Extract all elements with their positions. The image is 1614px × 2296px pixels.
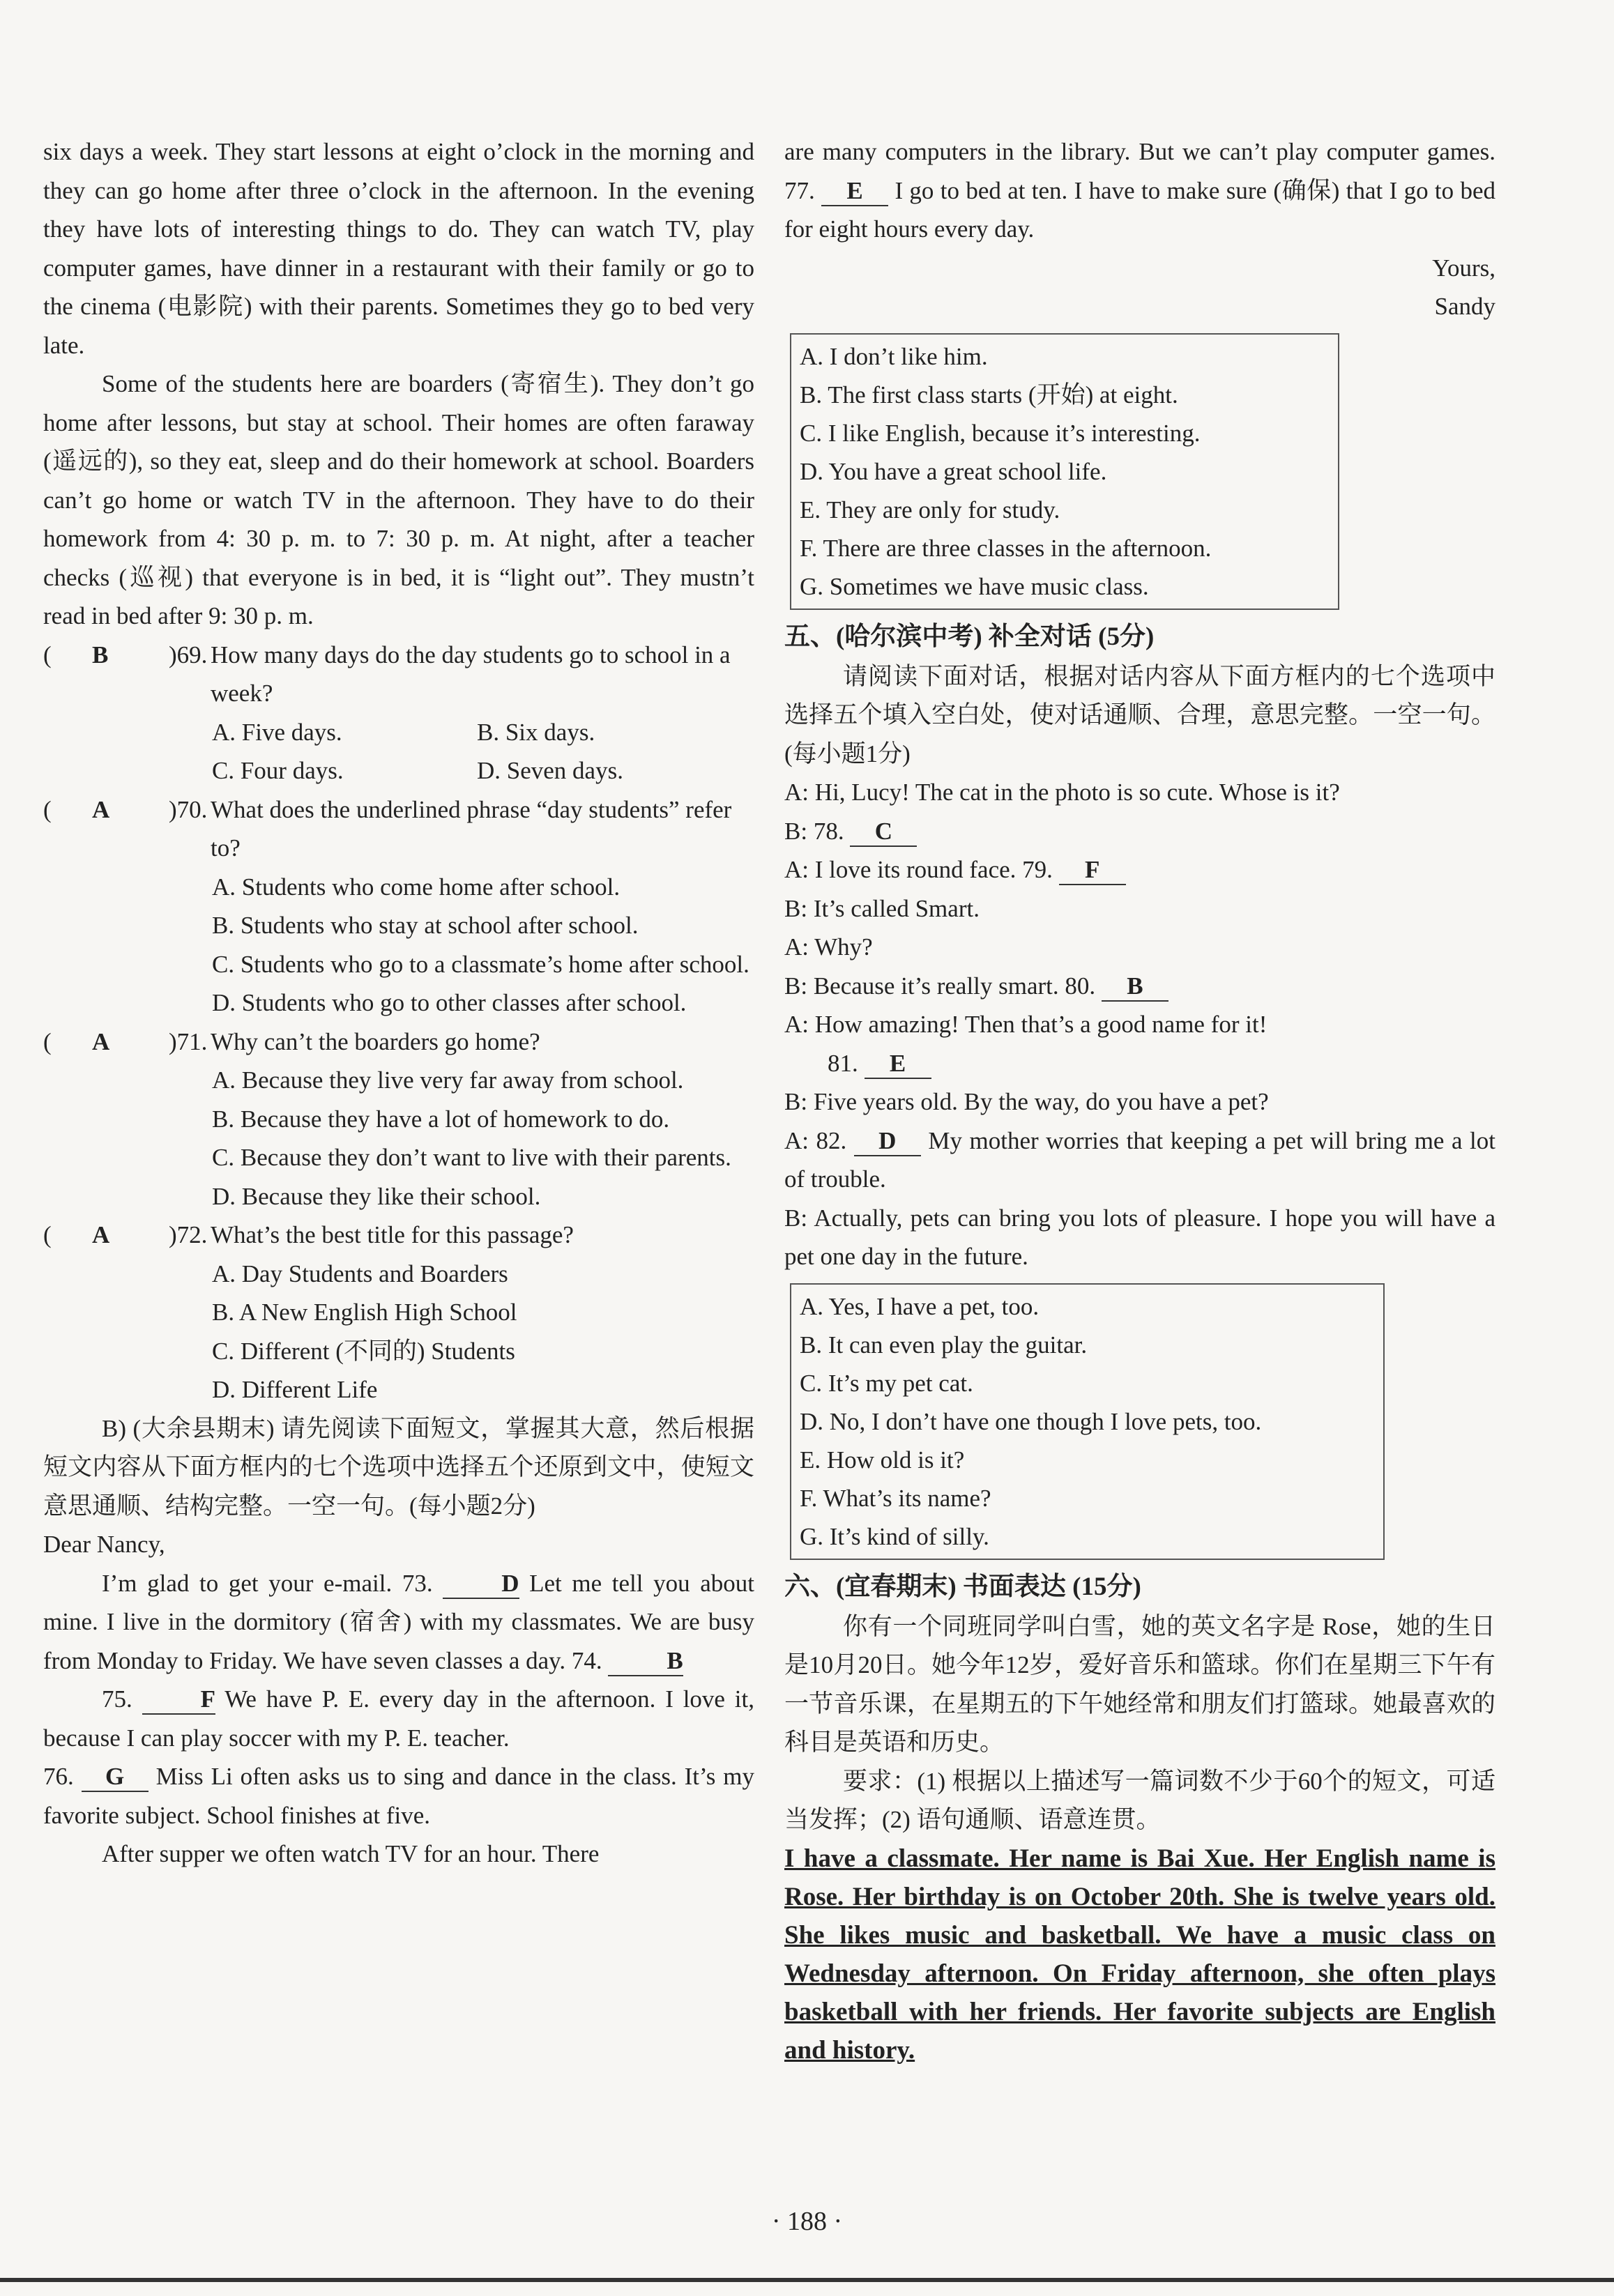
letter-paragraph-4: After supper we often watch TV for an hour. There — [102, 1840, 600, 1867]
answer-73: D — [443, 1570, 519, 1599]
section-6-title: 六、(宜春期末) 书面表达 (15分) — [784, 1572, 1141, 1601]
option-b: B. Six days. — [477, 718, 595, 746]
section-6-prompt: 你有一个同班同学叫白雪，她的英文名字是 Rose，她的生日是10月20日。她今年12岁，爱好音乐和篮球。你们在星期三下午有一节音乐课，在星期五的下午她经常和朋友们打篮球。她最喜欢的科目是英语和历史。 — [784, 1612, 1495, 1756]
right-column — [784, 132, 1495, 2069]
question-72-text: What’s the best title for this passage? — [211, 1221, 574, 1248]
letter-continuation: are many computers in the library. But we can’t play computer games. 77. E I go to bed at ten. I have to make sure (确保) that I go to bed for eight hours every day. — [784, 138, 1496, 243]
answer-79: F — [1059, 856, 1126, 885]
question-70-text: What does the underlined phrase “day students” refer to? — [211, 795, 732, 862]
option-b: B. Because they have a lot of homework to do. — [212, 1105, 670, 1133]
answer-76: G — [82, 1763, 149, 1792]
box2-option: A. Yes, I have a pet, too. — [800, 1292, 1040, 1320]
answer-69: B — [92, 641, 109, 668]
dialogue-line: B: 78. C — [784, 812, 1495, 851]
dialogue-line: 81. E — [784, 1044, 1495, 1083]
option-b: B. Students who stay at school after school. — [212, 912, 639, 939]
answer-80: B — [1102, 972, 1168, 1002]
letter-paragraph-3: 76. G Miss Li often asks us to sing and dance in the class. It’s my favorite subject. School finishes at five. — [43, 1763, 754, 1829]
option-c: C. Students who go to a classmate’s home after school. — [212, 950, 749, 978]
box2-option: B. It can even play the guitar. — [800, 1331, 1088, 1359]
option-c: C. Four days. — [212, 757, 344, 784]
answer-72: A — [92, 1221, 110, 1248]
option-d: D. Seven days. — [477, 757, 623, 784]
dialogue-line: B: It’s called Smart. — [784, 894, 980, 922]
box1-option: E. They are only for study. — [800, 496, 1060, 523]
options-box-1 — [790, 333, 1339, 610]
box2-option: G. It’s kind of silly. — [800, 1522, 989, 1550]
answer-74: B — [608, 1647, 683, 1676]
dialogue-line: A: I love its round face. 79. F — [784, 850, 1495, 889]
option-a: A. Because they live very far away from school. — [212, 1066, 684, 1094]
question-72: ( A )72. What’s the best title for this passage? A. Day Students and Boarders B. A New English High School C. Different (不同的) Students D. Different Life — [43, 1216, 754, 1409]
option-a: A. Five days. — [212, 718, 342, 746]
dialogue-line: A: Why? — [784, 933, 873, 961]
answer-78: C — [850, 818, 917, 847]
question-69-text: How many days do the day students go to school in a week? — [211, 641, 731, 707]
box1-option: D. You have a great school life. — [800, 457, 1107, 485]
option-c: C. Because they don’t want to live with their parents. — [212, 1144, 731, 1171]
letter-greeting: Dear Nancy, — [43, 1531, 165, 1558]
option-d: D. Different Life — [212, 1376, 378, 1403]
box2-option: C. It’s my pet cat. — [800, 1369, 973, 1397]
bottom-rule — [0, 2278, 1614, 2282]
box1-option: F. There are three classes in the afternoon. — [800, 534, 1212, 562]
dialogue-line: B: Because it’s really smart. 80. B — [784, 967, 1495, 1006]
option-d: D. Students who go to other classes after school. — [212, 989, 687, 1016]
essay-answer: I have a classmate. Her name is Bai Xue. Her English name is Rose. Her birthday is on October 20th. She is twelve years old. She likes music and basketball. We have a music class on Wednesday afternoon. On Friday afternoon, she often plays basketball with her friends. Her favorite subjects are English and history. — [784, 1844, 1495, 2065]
letter-paragraph-2: 75. F We have P. E. every day in the afternoon. I love it, because I can play soccer with my P. E. teacher. — [43, 1685, 754, 1752]
answer-75: F — [142, 1685, 215, 1715]
option-c: C. Different (不同的) Students — [212, 1337, 515, 1365]
box2-option: F. What’s its name? — [800, 1484, 991, 1512]
answer-70: A — [92, 795, 110, 823]
box1-option: G. Sometimes we have music class. — [800, 572, 1149, 600]
box1-option: A. I don’t like him. — [800, 342, 988, 370]
dialogue-line: A: How amazing! Then that’s a good name for it! — [784, 1011, 1267, 1038]
box2-option: E. How old is it? — [800, 1446, 965, 1474]
answer-77: E — [821, 177, 888, 206]
letter-closing: Yours, — [1432, 254, 1495, 282]
dialogue-line: B: Actually, pets can bring you lots of pleasure. I hope you will have a pet one day in the future. — [784, 1204, 1495, 1270]
box1-option: B. The first class starts (开始) at eight. — [800, 381, 1178, 408]
question-69: ( B )69. How many days do the day students go to school in a week? A. Five days. B. Six days. C. Four days. D. Seven days. — [43, 636, 754, 790]
answer-81: E — [865, 1050, 931, 1079]
dialogue-line: A: Hi, Lucy! The cat in the photo is so cute. Whose is it? — [784, 779, 1340, 806]
section-b-instructions: B) (大余县期末) 请先阅读下面短文，掌握其大意，然后根据短文内容从下面方框内的七个选项中选择五个还原到文中，使短文意思通顺、结构完整。一空一句。(每小题2分) — [43, 1414, 754, 1520]
answer-71: A — [92, 1027, 110, 1055]
box2-option: D. No, I don’t have one though I love pets, too. — [800, 1407, 1262, 1435]
box1-option: C. I like English, because it’s interesting. — [800, 419, 1201, 447]
section-5-title: 五、(哈尔滨中考) 补全对话 (5分) — [784, 622, 1155, 651]
question-71: ( A )71. Why can’t the boarders go home? A. Because they live very far away from school. B. Because they have a lot of homework to do. C. Because they don’t want to live with their parents. D. Because they like their school. — [43, 1023, 754, 1216]
answer-82: D — [854, 1127, 921, 1156]
dialogue-line: A: 82. D My mother worries that keeping a pet will bring me a lot of trouble. — [784, 1126, 1496, 1193]
dialogue-line: B: Five years old. By the way, do you have a pet? — [784, 1088, 1269, 1115]
letter-paragraph-1: I’m glad to get your e-mail. 73. D Let me tell you about mine. I live in the dormitory (宿舍) with my classmates. We are busy from Monday to Friday. We have seven classes a day. 74. B — [43, 1564, 754, 1681]
option-d: D. Because they like their school. — [212, 1182, 541, 1210]
options-box-2 — [790, 1283, 1385, 1560]
option-a: A. Students who come home after school. — [212, 873, 621, 901]
question-70: ( A )70. What does the underlined phrase “day students” refer to? A. Students who come home after school. B. Students who stay at school after school. C. Students who go to a classmate’s home after school. D. Students who go to other classes after school. — [43, 790, 754, 1023]
passage-paragraph-1: six days a week. They start lessons at eight o’clock in the morning and they can go home after three o’clock in the afternoon. In the evening they have lots of interesting things to do. They can watch TV, play computer games, have dinner in a restaurant with their family or go to the cinema (电影院) with their parents. Sometimes they go to bed very late. — [43, 138, 754, 359]
section-5-instructions: 请阅读下面对话，根据对话内容从下面方框内的七个选项中选择五个填入空白处，使对话通顺、合理，意思完整。一空一句。(每小题1分) — [784, 662, 1495, 767]
page-number: · 188 · — [771, 2207, 843, 2236]
letter-signature: Sandy — [1434, 293, 1495, 320]
option-a: A. Day Students and Boarders — [212, 1260, 508, 1287]
passage-paragraph-2: Some of the students here are boarders (寄宿生). They don’t go home after lessons, but stay at school. Their homes are often faraway (遥远的), so they eat, sleep and do their homework at school. Boarders can’t go home or watch TV in the afternoon. They have to do their homework from 4: 30 p. m. to 7: 30 p. m. At night, after a teacher checks (巡视) that everyone is in bed, it is “light out”. They mustn’t read in bed after 9: 30 p. m. — [43, 370, 754, 629]
option-b: B. A New English High School — [212, 1299, 517, 1326]
left-column — [43, 132, 754, 1874]
section-6-requirements: 要求：(1) 根据以上描述写一篇词数不少于60个的短文，可适当发挥；(2) 语句通顺、语意连贯。 — [784, 1767, 1495, 1833]
question-71-text: Why can’t the boarders go home? — [211, 1027, 540, 1055]
